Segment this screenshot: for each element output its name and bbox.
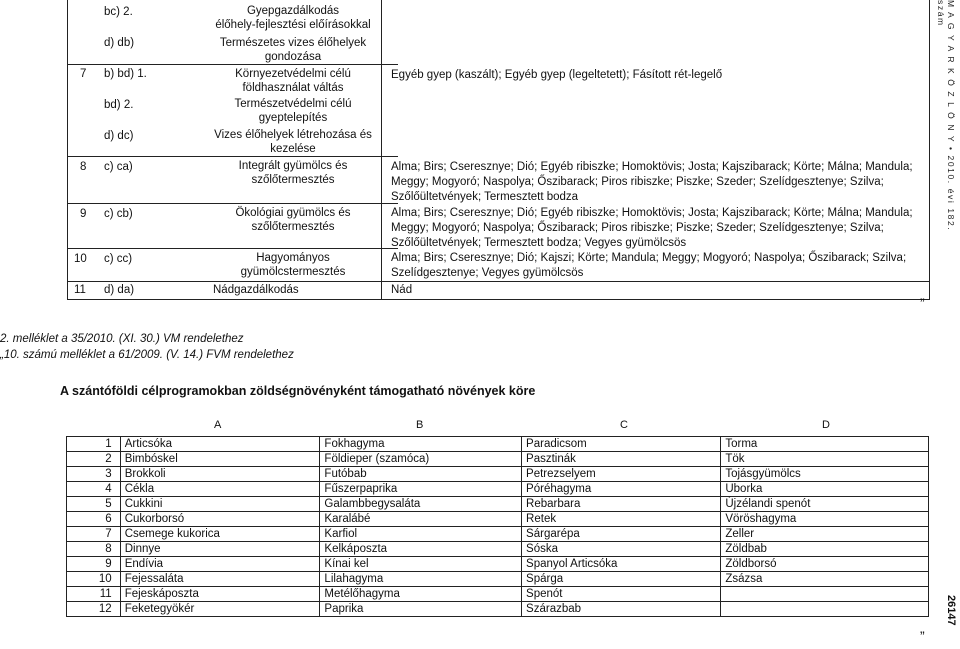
cell-a: Articsóka (120, 437, 320, 452)
upper-table (67, 0, 930, 300)
row-code: c) ca) (104, 161, 133, 173)
row-number: 8 (67, 542, 121, 557)
row-code: bc) 2. (104, 6, 133, 18)
table-row (67, 437, 929, 452)
cell-a: Fejeskáposzta (120, 587, 320, 602)
cell-a: Cukorborsó (120, 512, 320, 527)
row-number: 4 (67, 482, 121, 497)
row-plants: Alma; Birs; Cseresznye; Dió; Egyéb ribiszke; Homoktövis; Josta; Kajszibarack; Körte; Málna; Mandula; Meggy; Mogyoró; Naspolya; Őszibarack; Piros ribiszke; Piszke; Szeder; Szelídgesztenye; Szilva; Szőlőültetvények; Termesztett bodza; Vegyes gyümölcsös (391, 207, 913, 249)
cell-c: Spárga (522, 572, 721, 587)
row-name: Vizes élőhelyek létrehozása és kezelése (214, 129, 372, 155)
table-row (67, 542, 929, 557)
cell-c: Sárgarépa (522, 527, 721, 542)
row-number: 7 (67, 527, 121, 542)
row-code: c) cc) (104, 253, 133, 265)
cell-c: Szárazbab (522, 602, 721, 617)
row-number: 1 (67, 437, 121, 452)
cell-b: Lilahagyma (320, 572, 522, 587)
row-separator (68, 248, 398, 249)
row-number: 5 (67, 497, 121, 512)
row-name: Gyepgazdálkodás élőhely-fejlesztési előírásokkal (215, 5, 371, 31)
cell-a: Endívia (120, 557, 320, 572)
upper-table-right-border (929, 0, 930, 300)
table-row (67, 587, 929, 602)
row-name: Nádgazdálkodás (213, 284, 299, 296)
row-number: 12 (67, 602, 121, 617)
column-header-a: A (214, 419, 222, 431)
row-number: 6 (67, 512, 121, 527)
column-header-d: D (822, 419, 830, 431)
row-number: 9 (80, 208, 87, 220)
annex-note: 2. melléklet a 35/2010. (XI. 30.) VM rendelethez (0, 333, 244, 345)
cell-b: Paprika (320, 602, 522, 617)
cell-d: Zsázsa (721, 572, 929, 587)
row-plants: Alma; Birs; Cseresznye; Dió; Egyéb ribiszke; Homoktövis; Josta; Kajszibarack; Körte; Málna; Mandula; Meggy; Mogyoró; Naspolya; Őszibarack; Piros ribiszke; Piszke; Szeder; Szelídgesztenye; Szilva; Szőlőültetvények; Termesztett bodza (391, 161, 913, 203)
cell-d: Tojásgyümölcs (721, 467, 929, 482)
table-row (67, 602, 929, 617)
cell-b: Galambbegysaláta (320, 497, 522, 512)
cell-d: Zöldbab (721, 542, 929, 557)
annex-reference: „10. számú melléklet a 61/2009. (V. 14.) FVM rendelethez (0, 349, 294, 361)
cell-d: Uborka (721, 482, 929, 497)
cell-a: Bimbóskel (120, 452, 320, 467)
cell-a: Brokkoli (120, 467, 320, 482)
cell-c: Spenót (522, 587, 721, 602)
column-header-b: B (416, 419, 424, 431)
row-number: 3 (67, 467, 121, 482)
row-name: Hagyományos gyümölcstermesztés (240, 252, 346, 278)
cell-b: Karalábé (320, 512, 522, 527)
section-title: A szántóföldi célprogramokban zöldségnövényként támogatható növények köre (60, 384, 536, 398)
cell-a: Cukkini (120, 497, 320, 512)
row-name: Integrált gyümölcs és szőlőtermesztés (238, 160, 348, 186)
cell-d: Vöröshagyma (721, 512, 929, 527)
table-row (67, 572, 929, 587)
table-row (67, 452, 929, 467)
row-number: 10 (74, 253, 87, 265)
cell-a: Cékla (120, 482, 320, 497)
row-number: 8 (80, 161, 87, 173)
cell-c: Pasztinák (522, 452, 721, 467)
cell-d: Zöldborsó (721, 557, 929, 572)
cell-b: Metélőhagyma (320, 587, 522, 602)
row-separator (68, 156, 398, 157)
cell-c: Spanyol Articsóka (522, 557, 721, 572)
row-name: Természetes vizes élőhelyek gondozása (219, 37, 367, 63)
row-name: Természetvédelmi célú gyeptelepítés (234, 98, 352, 124)
cell-d (721, 587, 929, 602)
table-row (67, 497, 929, 512)
row-plants: Alma; Birs; Cseresznye; Dió; Kajszi; Körte; Mandula; Meggy; Mogyoró; Naspolya; Őszibarack; Szilva; Szelídgesztenye; Vegyes gyümölcsös (391, 252, 907, 279)
table-row (67, 557, 929, 572)
cell-d: Zeller (721, 527, 929, 542)
cell-c: Rebarbara (522, 497, 721, 512)
cell-b: Fűszerpaprika (320, 482, 522, 497)
cell-b: Földieper (szamóca) (320, 452, 522, 467)
row-code: d) dc) (104, 130, 134, 142)
cell-a: Dinnye (120, 542, 320, 557)
cell-d (721, 602, 929, 617)
row-number: 7 (80, 68, 87, 80)
row-plants: Nád (391, 284, 413, 296)
row-code: bd) 2. (104, 99, 134, 111)
cell-a: Feketegyökér (120, 602, 320, 617)
column-header-c: C (620, 419, 628, 431)
row-number: 11 (67, 587, 121, 602)
row-separator (68, 299, 930, 300)
row-name: Környezetvédelmi célú földhasználat váltás (235, 68, 351, 94)
row-number: 10 (67, 572, 121, 587)
row-number: 2 (67, 452, 121, 467)
cell-d: Újzélandi spenót (721, 497, 929, 512)
table-row (67, 467, 929, 482)
cell-b: Futóbab (320, 467, 522, 482)
row-separator (68, 64, 398, 65)
table-row (67, 482, 929, 497)
cell-d: Torma (721, 437, 929, 452)
row-code: c) cb) (104, 208, 133, 220)
row-plants: Egyéb gyep (kaszált); Egyéb gyep (legeltetett); Fásított rét-legelő (391, 69, 723, 81)
closing-quote: ” (920, 628, 925, 644)
cell-c: Retek (522, 512, 721, 527)
cell-c: Paradicsom (522, 437, 721, 452)
vegetable-table-grid (66, 436, 929, 617)
row-name: Ökológiai gyümölcs és szőlőtermesztés (235, 207, 351, 233)
row-separator (68, 281, 930, 282)
row-number: 11 (74, 284, 86, 296)
row-number: 9 (67, 557, 121, 572)
page-number: 26147 (945, 595, 957, 626)
row-code: d) db) (104, 37, 135, 49)
closing-quote: ” (920, 295, 925, 311)
cell-b: Fokhagyma (320, 437, 522, 452)
row-separator (68, 203, 398, 204)
cell-b: Karfiol (320, 527, 522, 542)
cell-c: Petrezselyem (522, 467, 721, 482)
cell-a: Fejessaláta (120, 572, 320, 587)
cell-a: Csemege kukorica (120, 527, 320, 542)
cell-c: Sóska (522, 542, 721, 557)
journal-sidebar: M A G Y A R K Ö Z L Ö N Y • 2010. évi 182. szám (936, 0, 956, 232)
table-row (67, 527, 929, 542)
table-row (67, 512, 929, 527)
row-code: b) bd) 1. (104, 68, 147, 80)
cell-b: Kelkáposzta (320, 542, 522, 557)
cell-c: Póréhagyma (522, 482, 721, 497)
row-code: d) da) (104, 284, 135, 296)
cell-b: Kínai kel (320, 557, 522, 572)
cell-d: Tök (721, 452, 929, 467)
